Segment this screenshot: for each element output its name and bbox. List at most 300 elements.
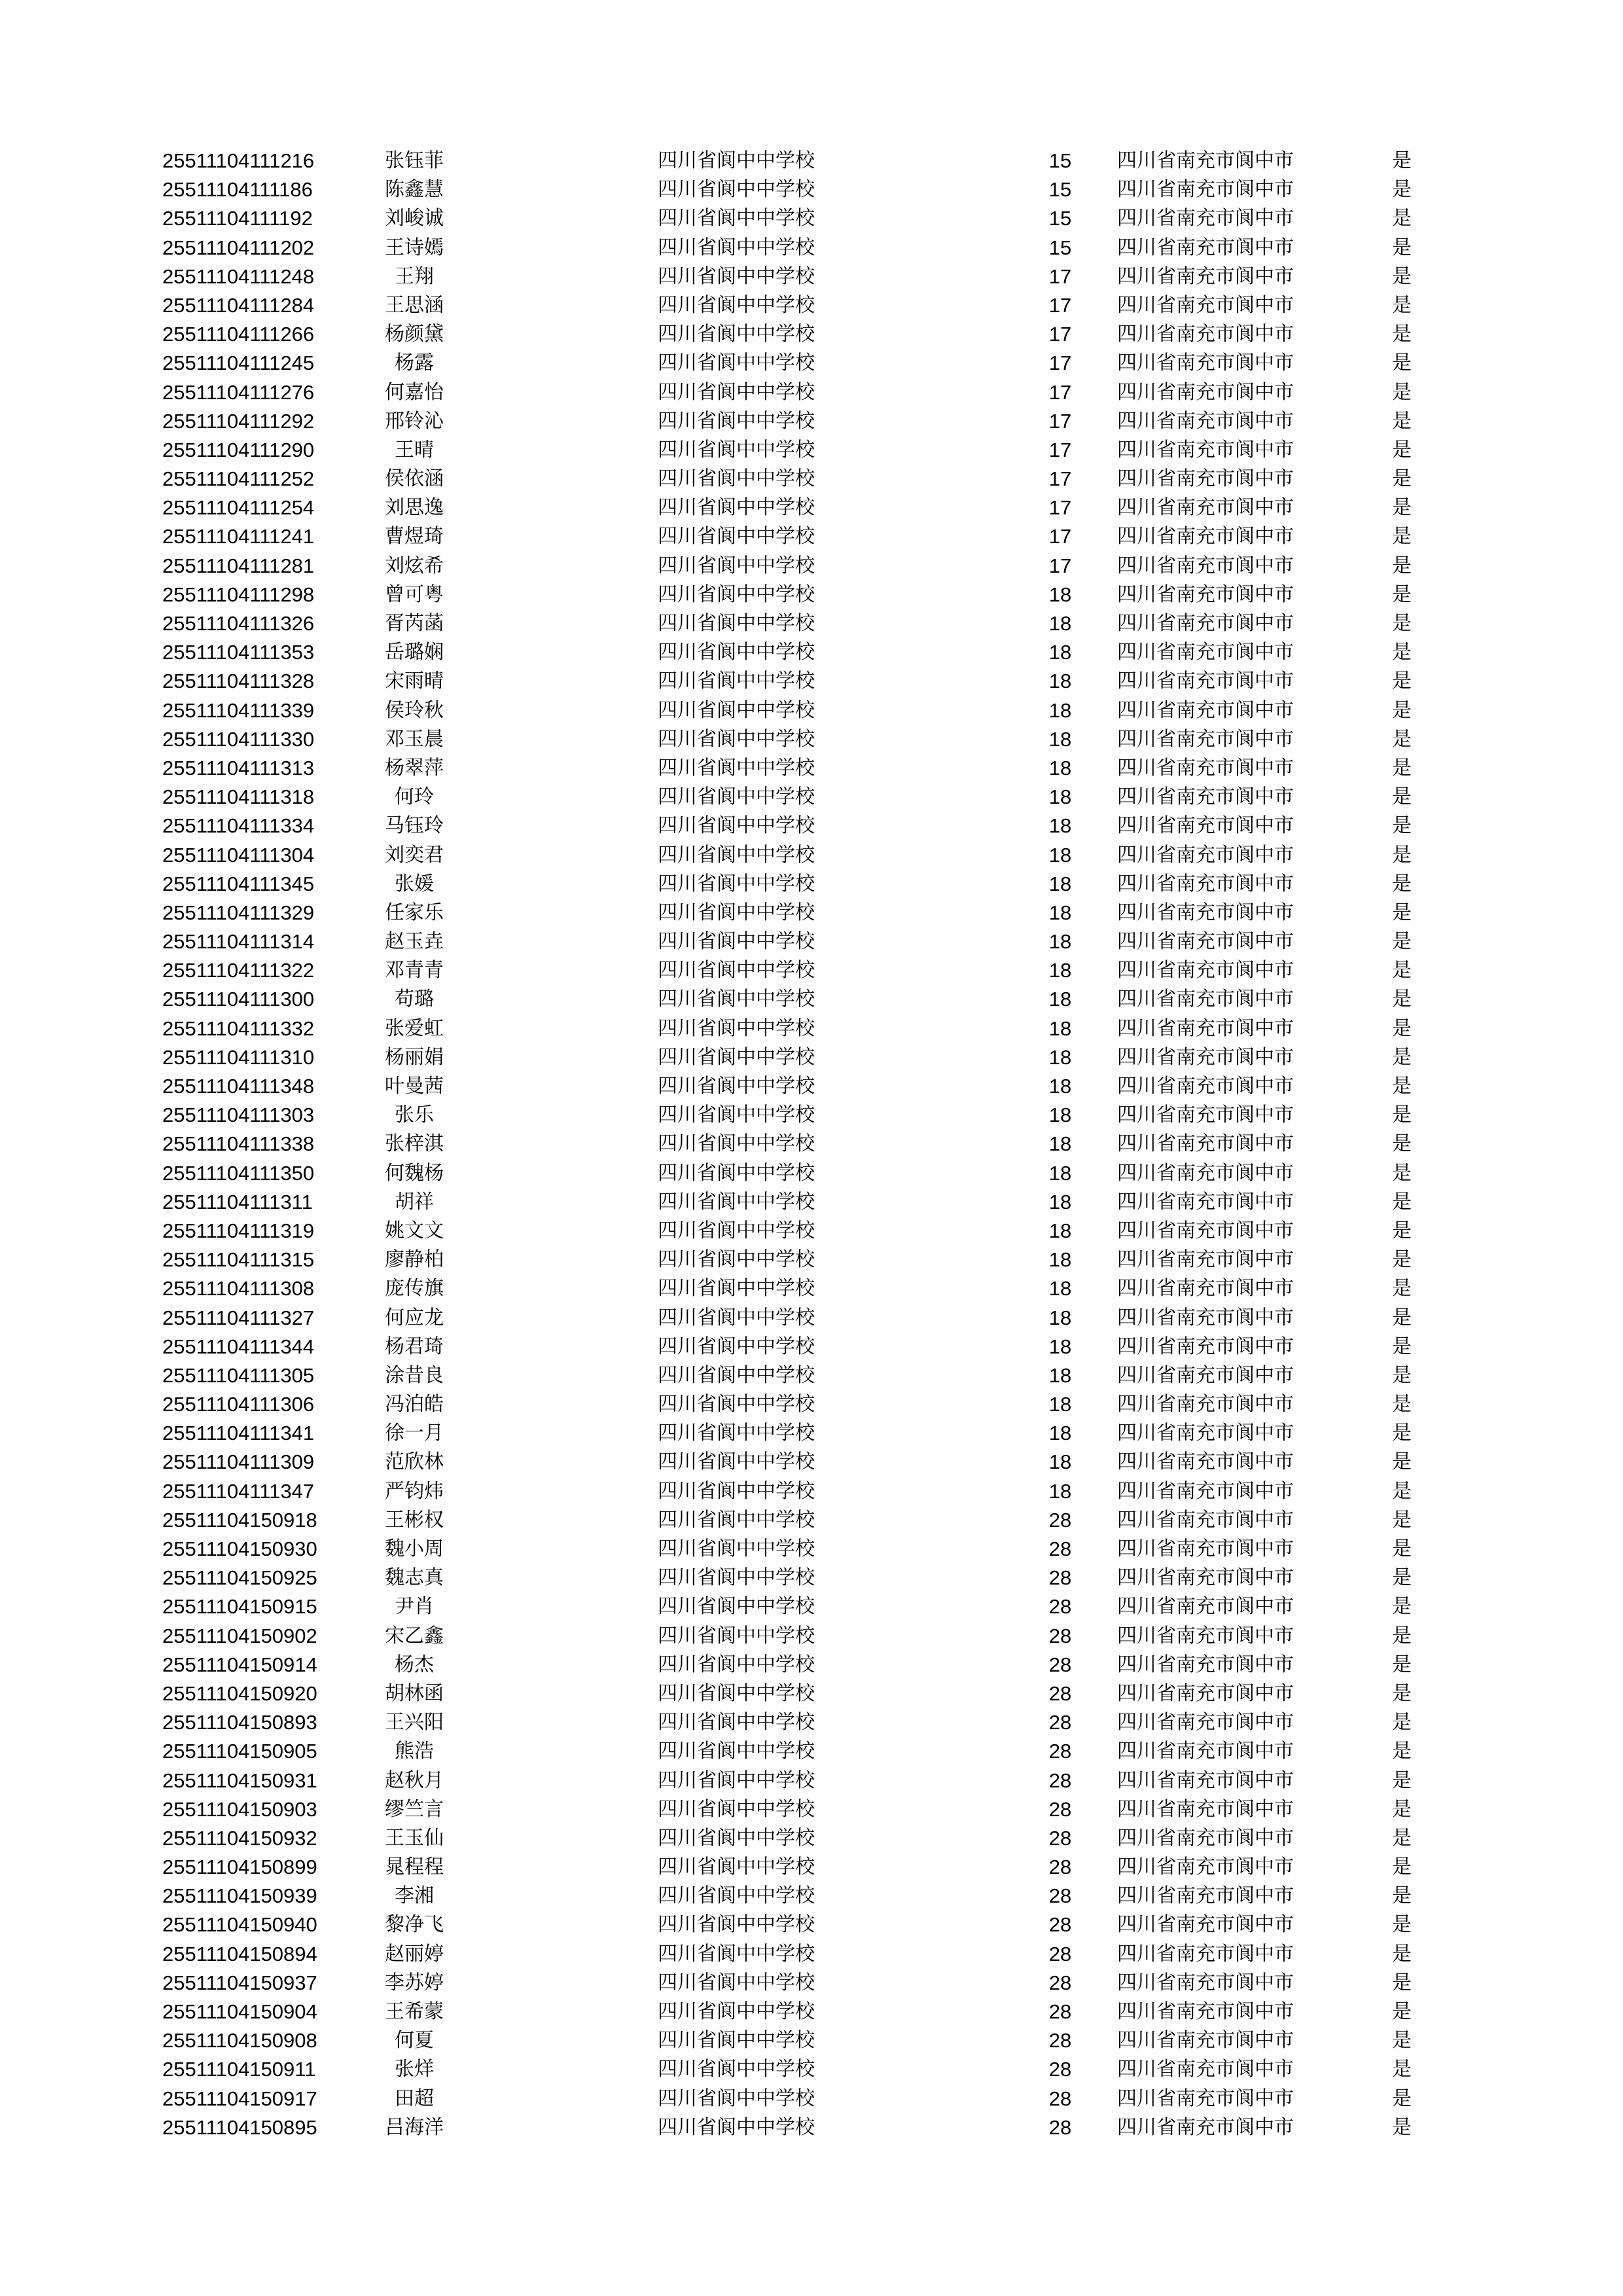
table-row	[0, 956, 1623, 985]
school-name-cell: 四川省阆中中学校	[658, 727, 815, 751]
flag-cell: 是	[1392, 583, 1412, 606]
flag-cell: 是	[1392, 670, 1412, 693]
flag-cell: 是	[1392, 785, 1412, 809]
number-cell: 17	[1048, 496, 1072, 520]
table-row	[0, 204, 1623, 233]
student-id-cell: 25511104111241	[162, 525, 315, 548]
number-cell: 28	[1048, 1566, 1072, 1590]
number-cell: 18	[1048, 843, 1072, 867]
flag-cell: 是	[1392, 293, 1412, 317]
school-name-cell: 四川省阆中中学校	[658, 1450, 815, 1474]
region-cell: 四川省南充市阆中市	[1117, 1306, 1294, 1329]
student-name-cell: 何应龙	[385, 1306, 444, 1329]
student-name-cell: 刘炫希	[385, 554, 444, 577]
school-name-cell: 四川省阆中中学校	[658, 612, 815, 635]
number-cell: 17	[1048, 293, 1072, 317]
school-name-cell: 四川省阆中中学校	[658, 698, 815, 722]
flag-cell: 是	[1392, 1277, 1412, 1300]
number-cell: 18	[1048, 612, 1072, 635]
school-name-cell: 四川省阆中中学校	[658, 872, 815, 895]
number-cell: 17	[1048, 380, 1072, 404]
region-cell: 四川省南充市阆中市	[1117, 1681, 1294, 1705]
table-row	[0, 1014, 1623, 1043]
student-id-cell: 25511104150915	[162, 1595, 317, 1619]
flag-cell: 是	[1392, 1450, 1412, 1474]
flag-cell: 是	[1392, 1248, 1412, 1272]
number-cell: 28	[1048, 1856, 1072, 1879]
number-cell: 18	[1048, 756, 1072, 780]
student-name-cell: 张乐	[395, 1103, 434, 1127]
school-name-cell: 四川省阆中中学校	[658, 2029, 815, 2053]
school-name-cell: 四川省阆中中学校	[658, 1768, 815, 1792]
region-cell: 四川省南充市阆中市	[1117, 641, 1294, 664]
school-name-cell: 四川省阆中中学校	[658, 988, 815, 1011]
region-cell: 四川省南充市阆中市	[1117, 1277, 1294, 1300]
region-cell: 四川省南充市阆中市	[1117, 554, 1294, 577]
student-name-cell: 王希蒙	[385, 2000, 444, 2023]
table-row	[0, 1217, 1623, 1246]
table-row	[0, 349, 1623, 378]
flag-cell: 是	[1392, 554, 1412, 577]
flag-cell: 是	[1392, 988, 1412, 1011]
flag-cell: 是	[1392, 1016, 1412, 1040]
region-cell: 四川省南充市阆中市	[1117, 207, 1294, 230]
region-cell: 四川省南充市阆中市	[1117, 1450, 1294, 1474]
region-cell: 四川省南充市阆中市	[1117, 1016, 1294, 1040]
flag-cell: 是	[1392, 351, 1412, 375]
student-name-cell: 杨翠萍	[385, 756, 444, 780]
number-cell: 18	[1048, 1422, 1072, 1445]
number-cell: 15	[1048, 236, 1072, 259]
school-name-cell: 四川省阆中中学校	[658, 1306, 815, 1329]
school-name-cell: 四川省阆中中学校	[658, 1797, 815, 1821]
school-name-cell: 四川省阆中中学校	[658, 959, 815, 982]
flag-cell: 是	[1392, 1075, 1412, 1098]
school-name-cell: 四川省阆中中学校	[658, 1653, 815, 1676]
flag-cell: 是	[1392, 612, 1412, 635]
flag-cell: 是	[1392, 1335, 1412, 1358]
student-name-cell: 侯玲秋	[385, 698, 444, 722]
school-name-cell: 四川省阆中中学校	[658, 1595, 815, 1619]
school-name-cell: 四川省阆中中学校	[658, 1479, 815, 1503]
table-row	[0, 2085, 1623, 2113]
table-row	[0, 1130, 1623, 1158]
flag-cell: 是	[1392, 1797, 1412, 1821]
table-row	[0, 1535, 1623, 1564]
student-id-cell: 25511104150925	[162, 1566, 317, 1590]
table-row	[0, 1361, 1623, 1390]
student-id-cell: 25511104111192	[162, 207, 313, 230]
flag-cell: 是	[1392, 264, 1412, 288]
flag-cell: 是	[1392, 872, 1412, 895]
number-cell: 18	[1048, 1219, 1072, 1242]
student-id-cell: 25511104150894	[162, 1942, 317, 1965]
number-cell: 28	[1048, 2029, 1072, 2053]
region-cell: 四川省南充市阆中市	[1117, 1624, 1294, 1647]
school-name-cell: 四川省阆中中学校	[658, 1740, 815, 1763]
number-cell: 18	[1048, 583, 1072, 606]
flag-cell: 是	[1392, 2029, 1412, 2053]
table-row	[0, 1853, 1623, 1882]
student-name-cell: 何嘉怡	[385, 380, 444, 404]
student-id-cell: 25511104111329	[162, 901, 315, 924]
number-cell: 18	[1048, 1479, 1072, 1503]
student-id-cell: 25511104150930	[162, 1537, 317, 1560]
table-row	[0, 870, 1623, 899]
table-row	[0, 1622, 1623, 1651]
student-name-cell: 胥芮菡	[385, 612, 444, 635]
number-cell: 17	[1048, 409, 1072, 433]
flag-cell: 是	[1392, 1884, 1412, 1908]
table-row	[0, 1246, 1623, 1274]
student-name-cell: 刘峻诚	[385, 207, 444, 230]
table-row	[0, 262, 1623, 291]
student-name-cell: 杨君琦	[385, 1335, 444, 1358]
region-cell: 四川省南充市阆中市	[1117, 1479, 1294, 1503]
student-id-cell: 25511104150893	[162, 1711, 317, 1734]
table-row	[0, 320, 1623, 349]
flag-cell: 是	[1392, 236, 1412, 259]
region-cell: 四川省南充市阆中市	[1117, 1161, 1294, 1185]
student-name-cell: 马钰玲	[385, 814, 444, 838]
student-name-cell: 杨杰	[395, 1653, 434, 1676]
student-id-cell: 25511104111309	[162, 1450, 315, 1474]
school-name-cell: 四川省阆中中学校	[658, 1826, 815, 1850]
number-cell: 18	[1048, 1161, 1072, 1185]
number-cell: 17	[1048, 467, 1072, 491]
student-name-cell: 刘思逸	[385, 496, 444, 520]
student-name-cell: 赵秋月	[385, 1768, 444, 1792]
table-row	[0, 378, 1623, 407]
student-id-cell: 25511104111216	[162, 149, 315, 172]
student-name-cell: 任家乐	[385, 901, 444, 924]
region-cell: 四川省南充市阆中市	[1117, 1132, 1294, 1156]
region-cell: 四川省南充市阆中市	[1117, 843, 1294, 867]
region-cell: 四川省南充市阆中市	[1117, 785, 1294, 809]
region-cell: 四川省南充市阆中市	[1117, 670, 1294, 693]
region-cell: 四川省南充市阆中市	[1117, 293, 1294, 317]
school-name-cell: 四川省阆中中学校	[658, 178, 815, 202]
region-cell: 四川省南充市阆中市	[1117, 1797, 1294, 1821]
number-cell: 18	[1048, 1306, 1072, 1329]
school-name-cell: 四川省阆中中学校	[658, 843, 815, 867]
table-row	[0, 638, 1623, 667]
student-id-cell: 25511104150895	[162, 2115, 317, 2139]
student-name-cell: 宋雨晴	[385, 670, 444, 693]
student-name-cell: 庞传旗	[385, 1277, 444, 1300]
region-cell: 四川省南充市阆中市	[1117, 1248, 1294, 1272]
region-cell: 四川省南充市阆中市	[1117, 1971, 1294, 1994]
table-row	[0, 841, 1623, 870]
table-row	[0, 1564, 1623, 1592]
table-row	[0, 927, 1623, 956]
student-id-cell: 25511104150905	[162, 1740, 317, 1763]
school-name-cell: 四川省阆中中学校	[658, 525, 815, 548]
school-name-cell: 四川省阆中中学校	[658, 670, 815, 693]
table-row	[0, 1274, 1623, 1303]
flag-cell: 是	[1392, 1971, 1412, 1994]
flag-cell: 是	[1392, 1537, 1412, 1560]
flag-cell: 是	[1392, 1161, 1412, 1185]
number-cell: 17	[1048, 438, 1072, 461]
table-row	[0, 783, 1623, 812]
number-cell: 28	[1048, 2087, 1072, 2110]
region-cell: 四川省南充市阆中市	[1117, 2058, 1294, 2081]
student-name-cell: 邢铃沁	[385, 409, 444, 433]
school-name-cell: 四川省阆中中学校	[658, 1190, 815, 1213]
number-cell: 28	[1048, 1508, 1072, 1532]
number-cell: 18	[1048, 670, 1072, 693]
table-row	[0, 493, 1623, 522]
school-name-cell: 四川省阆中中学校	[658, 930, 815, 954]
flag-cell: 是	[1392, 1508, 1412, 1532]
flag-cell: 是	[1392, 1393, 1412, 1416]
student-id-cell: 25511104150911	[162, 2058, 316, 2081]
student-id-cell: 25511104111304	[162, 843, 315, 867]
school-name-cell: 四川省阆中中学校	[658, 1537, 815, 1560]
number-cell: 28	[1048, 1624, 1072, 1647]
number-cell: 18	[1048, 1103, 1072, 1127]
student-id-cell: 25511104111276	[162, 380, 315, 404]
flag-cell: 是	[1392, 2000, 1412, 2023]
student-name-cell: 张媛	[395, 872, 434, 895]
number-cell: 28	[1048, 1797, 1072, 1821]
flag-cell: 是	[1392, 178, 1412, 202]
student-name-cell: 廖静柏	[385, 1248, 444, 1272]
school-name-cell: 四川省阆中中学校	[658, 1508, 815, 1532]
flag-cell: 是	[1392, 1132, 1412, 1156]
table-row	[0, 1101, 1623, 1130]
school-name-cell: 四川省阆中中学校	[658, 1016, 815, 1040]
student-id-cell: 25511104111332	[162, 1016, 315, 1040]
region-cell: 四川省南充市阆中市	[1117, 1363, 1294, 1387]
student-name-cell: 张梓淇	[385, 1132, 444, 1156]
flag-cell: 是	[1392, 1566, 1412, 1590]
flag-cell: 是	[1392, 1740, 1412, 1763]
table-row	[0, 552, 1623, 581]
region-cell: 四川省南充市阆中市	[1117, 2000, 1294, 2023]
student-name-cell: 王玉仙	[385, 1826, 444, 1850]
region-cell: 四川省南充市阆中市	[1117, 988, 1294, 1011]
table-row	[0, 1043, 1623, 1072]
region-cell: 四川省南充市阆中市	[1117, 438, 1294, 461]
table-row	[0, 1592, 1623, 1621]
student-name-cell: 邓玉晨	[385, 727, 444, 751]
table-row	[0, 985, 1623, 1014]
student-name-cell: 张钰菲	[385, 149, 444, 172]
region-cell: 四川省南充市阆中市	[1117, 1393, 1294, 1416]
table-row	[0, 1390, 1623, 1419]
number-cell: 28	[1048, 2115, 1072, 2139]
flag-cell: 是	[1392, 1103, 1412, 1127]
region-cell: 四川省南充市阆中市	[1117, 1768, 1294, 1792]
number-cell: 15	[1048, 207, 1072, 230]
table-row	[0, 667, 1623, 696]
number-cell: 28	[1048, 1681, 1072, 1705]
flag-cell: 是	[1392, 380, 1412, 404]
school-name-cell: 四川省阆中中学校	[658, 554, 815, 577]
school-name-cell: 四川省阆中中学校	[658, 1624, 815, 1647]
student-id-cell: 25511104111353	[162, 641, 315, 664]
student-id-cell: 25511104150918	[162, 1508, 317, 1532]
number-cell: 28	[1048, 1595, 1072, 1619]
student-id-cell: 25511104150902	[162, 1624, 317, 1647]
region-cell: 四川省南充市阆中市	[1117, 1335, 1294, 1358]
number-cell: 28	[1048, 1884, 1072, 1908]
school-name-cell: 四川省阆中中学校	[658, 2087, 815, 2110]
student-id-cell: 25511104111186	[162, 178, 313, 202]
student-name-cell: 李苏婷	[385, 1971, 444, 1994]
student-name-cell: 何魏杨	[385, 1161, 444, 1185]
school-name-cell: 四川省阆中中学校	[658, 1681, 815, 1705]
student-name-cell: 黎净飞	[385, 1913, 444, 1937]
student-id-cell: 25511104111311	[162, 1190, 313, 1213]
student-name-cell: 王兴阳	[385, 1711, 444, 1734]
school-name-cell: 四川省阆中中学校	[658, 1277, 815, 1300]
flag-cell: 是	[1392, 2115, 1412, 2139]
flag-cell: 是	[1392, 149, 1412, 172]
school-name-cell: 四川省阆中中学校	[658, 1075, 815, 1098]
number-cell: 17	[1048, 525, 1072, 548]
student-name-cell: 王思涵	[385, 293, 444, 317]
school-name-cell: 四川省阆中中学校	[658, 1884, 815, 1908]
region-cell: 四川省南充市阆中市	[1117, 525, 1294, 548]
table-row	[0, 291, 1623, 320]
region-cell: 四川省南充市阆中市	[1117, 901, 1294, 924]
flag-cell: 是	[1392, 959, 1412, 982]
flag-cell: 是	[1392, 1422, 1412, 1445]
number-cell: 28	[1048, 1711, 1072, 1734]
flag-cell: 是	[1392, 323, 1412, 346]
number-cell: 17	[1048, 323, 1072, 346]
table-row	[0, 1159, 1623, 1188]
region-cell: 四川省南充市阆中市	[1117, 1595, 1294, 1619]
school-name-cell: 四川省阆中中学校	[658, 380, 815, 404]
region-cell: 四川省南充市阆中市	[1117, 409, 1294, 433]
table-row	[0, 696, 1623, 725]
table-row	[0, 1824, 1623, 1853]
student-name-cell: 胡林函	[385, 1681, 444, 1705]
number-cell: 18	[1048, 814, 1072, 838]
student-id-cell: 25511104111308	[162, 1277, 315, 1300]
student-name-cell: 涂昔良	[385, 1363, 444, 1387]
number-cell: 18	[1048, 1450, 1072, 1474]
student-name-cell: 赵玉垚	[385, 930, 444, 954]
school-name-cell: 四川省阆中中学校	[658, 236, 815, 259]
region-cell: 四川省南充市阆中市	[1117, 264, 1294, 288]
number-cell: 18	[1048, 1248, 1072, 1272]
number-cell: 18	[1048, 1075, 1072, 1098]
table-row	[0, 1188, 1623, 1217]
student-name-cell: 田超	[395, 2087, 434, 2110]
table-row	[0, 1448, 1623, 1477]
school-name-cell: 四川省阆中中学校	[658, 1942, 815, 1965]
flag-cell: 是	[1392, 1826, 1412, 1850]
region-cell: 四川省南充市阆中市	[1117, 1537, 1294, 1560]
student-id-cell: 25511104150920	[162, 1681, 317, 1705]
school-name-cell: 四川省阆中中学校	[658, 438, 815, 461]
student-id-cell: 25511104111254	[162, 496, 315, 520]
student-name-cell: 晁程程	[385, 1856, 444, 1879]
flag-cell: 是	[1392, 814, 1412, 838]
student-name-cell: 胡祥	[395, 1190, 434, 1213]
table-row	[0, 1333, 1623, 1361]
student-id-cell: 25511104111345	[162, 872, 315, 895]
table-row	[0, 581, 1623, 609]
table-row	[0, 1882, 1623, 1910]
student-name-cell: 姚文文	[385, 1219, 444, 1242]
flag-cell: 是	[1392, 698, 1412, 722]
school-name-cell: 四川省阆中中学校	[658, 2058, 815, 2081]
number-cell: 28	[1048, 1826, 1072, 1850]
school-name-cell: 四川省阆中中学校	[658, 1219, 815, 1242]
student-name-cell: 王彬权	[385, 1508, 444, 1532]
number-cell: 18	[1048, 872, 1072, 895]
student-id-cell: 25511104111281	[162, 554, 315, 577]
student-id-cell: 25511104150932	[162, 1826, 317, 1850]
flag-cell: 是	[1392, 843, 1412, 867]
school-name-cell: 四川省阆中中学校	[658, 1335, 815, 1358]
school-name-cell: 四川省阆中中学校	[658, 1422, 815, 1445]
region-cell: 四川省南充市阆中市	[1117, 2115, 1294, 2139]
table-row	[0, 1651, 1623, 1679]
student-id-cell: 25511104111315	[162, 1248, 315, 1272]
student-id-cell: 25511104111310	[162, 1045, 315, 1069]
student-id-cell: 25511104150940	[162, 1913, 317, 1937]
number-cell: 17	[1048, 554, 1072, 577]
student-name-cell: 张爱虹	[385, 1016, 444, 1040]
school-name-cell: 四川省阆中中学校	[658, 1711, 815, 1734]
region-cell: 四川省南充市阆中市	[1117, 727, 1294, 751]
region-cell: 四川省南充市阆中市	[1117, 1884, 1294, 1908]
student-id-cell: 25511104150931	[162, 1768, 317, 1792]
student-name-cell: 杨颜黛	[385, 323, 444, 346]
flag-cell: 是	[1392, 438, 1412, 461]
region-cell: 四川省南充市阆中市	[1117, 178, 1294, 202]
flag-cell: 是	[1392, 2058, 1412, 2081]
student-id-cell: 25511104150904	[162, 2000, 317, 2023]
table-row	[0, 465, 1623, 493]
school-name-cell: 四川省阆中中学校	[658, 814, 815, 838]
student-name-cell: 曾可粤	[385, 583, 444, 606]
flag-cell: 是	[1392, 409, 1412, 433]
table-row	[0, 1679, 1623, 1708]
student-id-cell: 25511104111252	[162, 467, 315, 491]
student-name-cell: 杨露	[395, 351, 434, 375]
student-id-cell: 25511104150917	[162, 2087, 317, 2110]
student-id-cell: 25511104111348	[162, 1075, 315, 1098]
table-row	[0, 436, 1623, 465]
student-name-cell: 王翔	[395, 264, 434, 288]
region-cell: 四川省南充市阆中市	[1117, 1045, 1294, 1069]
school-name-cell: 四川省阆中中学校	[658, 149, 815, 172]
region-cell: 四川省南充市阆中市	[1117, 930, 1294, 954]
number-cell: 17	[1048, 351, 1072, 375]
flag-cell: 是	[1392, 467, 1412, 491]
student-id-cell: 25511104150908	[162, 2029, 317, 2053]
number-cell: 18	[1048, 1335, 1072, 1358]
table-row	[0, 1998, 1623, 2026]
student-id-cell: 25511104111266	[162, 323, 315, 346]
student-id-cell: 25511104111284	[162, 293, 315, 317]
school-name-cell: 四川省阆中中学校	[658, 323, 815, 346]
flag-cell: 是	[1392, 1219, 1412, 1242]
school-name-cell: 四川省阆中中学校	[658, 1913, 815, 1937]
school-name-cell: 四川省阆中中学校	[658, 2115, 815, 2139]
student-name-cell: 尹肖	[395, 1595, 434, 1619]
flag-cell: 是	[1392, 1306, 1412, 1329]
student-name-cell: 魏小周	[385, 1537, 444, 1560]
